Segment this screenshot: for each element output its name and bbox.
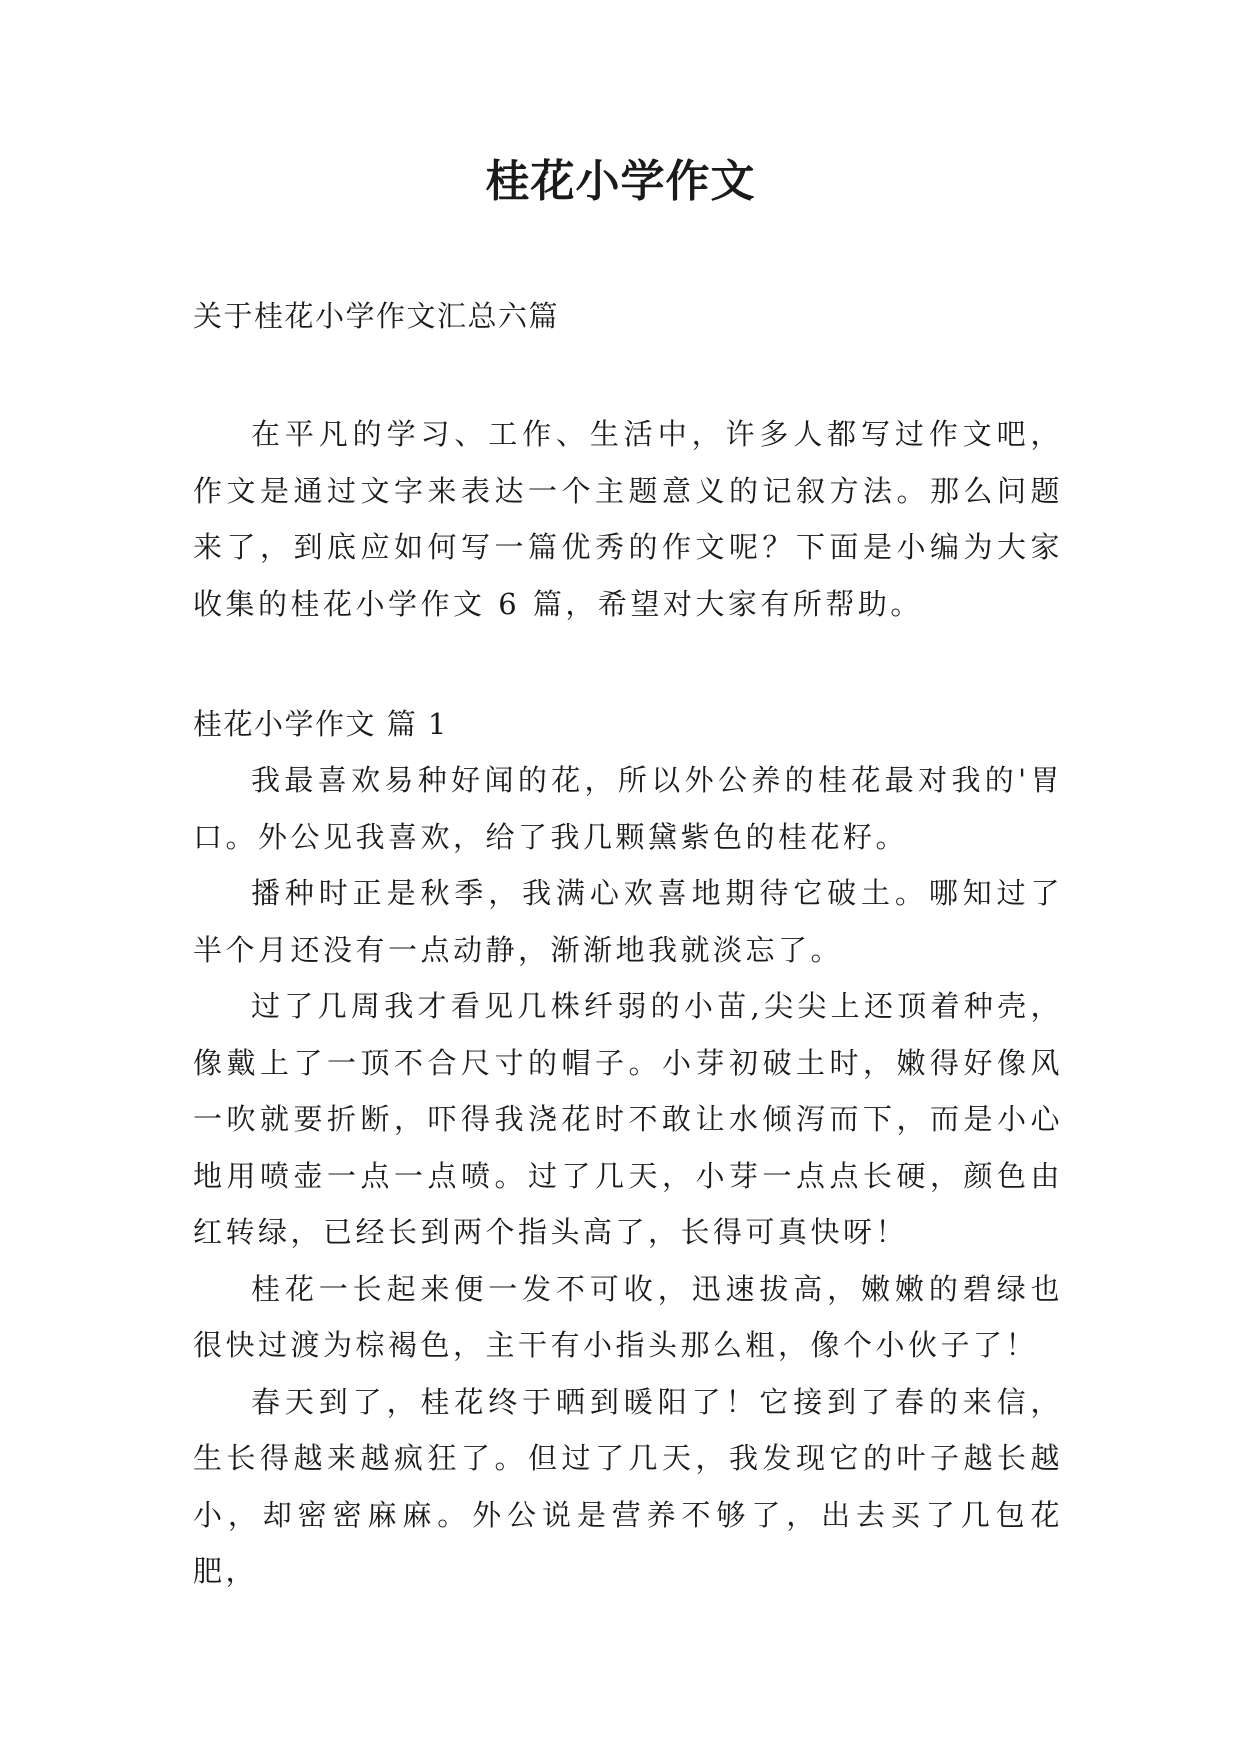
essay-paragraph: 春天到了，桂花终于晒到暖阳了！它接到了春的来信，生长得越来越疯狂了。但过了几天，我发现它的叶子越长越小，却密密麻麻。外公说是营养不够了，出去买了几包花肥， — [193, 1384, 1063, 1588]
document-subtitle: 关于桂花小学作文汇总六篇 — [193, 299, 560, 333]
essay-paragraph: 过了几周我才看见几株纤弱的小苗,尖尖上还顶着种壳，像戴上了一顶不合尺寸的帽子。小芽初破土时，嫩得好像风一吹就要折断，吓得我浇花时不敢让水倾泻而下，而是小心地用喷壶一点一点喷。过了几天，小芽一点点长硬，颜色由红转绿，已经长到两个指头高了，长得可真快呀！ — [193, 989, 1063, 1249]
essay-paragraph: 播种时正是秋季，我满心欢喜地期待它破土。哪知过了半个月还没有一点动静，渐渐地我就淡忘了。 — [193, 876, 1063, 967]
essay-paragraph: 我最喜欢易种好闻的花，所以外公养的桂花最对我的'胃口。外公见我喜欢，给了我几颗黛紫色的桂花籽。 — [193, 763, 1063, 854]
essay-paragraph: 桂花一长起来便一发不可收，迅速拔高，嫩嫩的碧绿也很快过渡为棕褐色，主干有小指头那么粗，像个小伙子了！ — [193, 1271, 1063, 1362]
intro-block — [193, 406, 1063, 632]
intro-paragraph: 在平凡的学习、工作、生活中，许多人都写过作文吧，作文是通过文字来表达一个主题意义的记叙方法。那么问题来了，到底应如何写一篇优秀的作文呢？下面是小编为大家收集的桂花小学作文 6 篇，希望对大家有所帮助。 — [193, 417, 1063, 621]
section-heading: 桂花小学作文 篇 1 — [193, 707, 448, 741]
document-title: 桂花小学作文 — [485, 156, 756, 207]
essay-body — [193, 752, 1063, 1600]
